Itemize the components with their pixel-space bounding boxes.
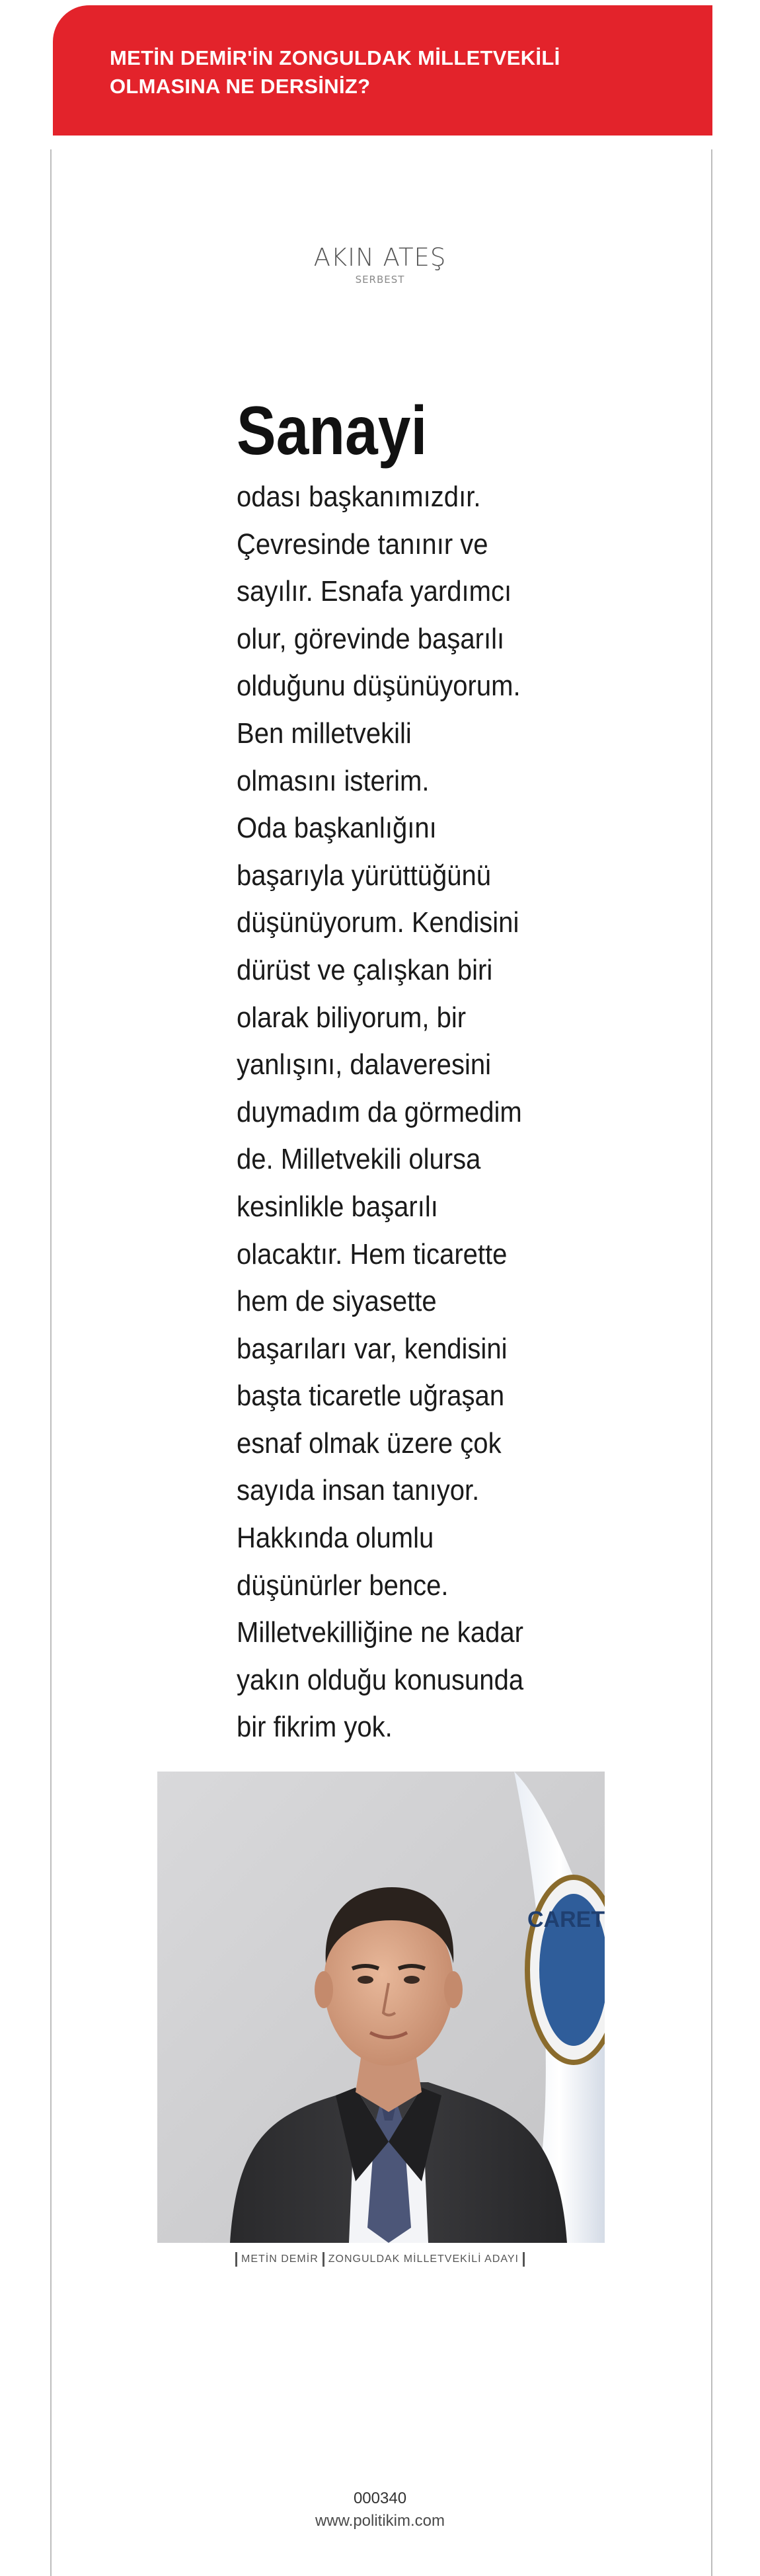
- article-line: duymadım da görmedim: [237, 1095, 522, 1128]
- caption-title: ZONGULDAK MİLLETVEKİLİ ADAYI: [328, 2253, 519, 2265]
- article-line: dürüst ve çalışkan biri: [237, 953, 493, 986]
- article-line: olduğunu düşünüyorum.: [237, 670, 521, 703]
- article-line: odası başkanımızdır.: [237, 481, 481, 513]
- caption-divider: [523, 2252, 525, 2267]
- header-banner: [53, 5, 712, 136]
- article-line: Oda başkanlığını: [237, 812, 437, 845]
- article-line: hem de siyasette: [237, 1285, 437, 1318]
- article-line: Ben milletvekili: [237, 717, 412, 750]
- article-line: olarak biliyorum, bir: [237, 1001, 467, 1034]
- article-line: düşünüyorum. Kendisini: [237, 906, 519, 939]
- title-line-1: METİN DEMİR'İN ZONGULDAK MİLLETVEKİLİ: [110, 46, 560, 69]
- article-line: Hakkında olumlu: [237, 1522, 434, 1555]
- footer-url: www.politikim.com: [315, 2512, 445, 2530]
- article-line: esnaf olmak üzere çok: [237, 1426, 502, 1460]
- caption-name: METİN DEMİR: [241, 2253, 319, 2265]
- article-line: başarıyla yürüttüğünü: [237, 859, 492, 892]
- portrait-photo: [157, 1772, 605, 2243]
- article-line: yanlışını, dalaveresini: [237, 1048, 492, 1081]
- article-line: başta ticaretle uğraşan: [237, 1380, 505, 1413]
- page-title: [110, 44, 712, 100]
- article-line: sayıda insan tanıyor.: [237, 1474, 480, 1507]
- article-line: yakın olduğu konusunda: [237, 1663, 524, 1696]
- article-line: olur, görevinde başarılı: [237, 622, 505, 655]
- frame-divider-right: [711, 149, 712, 2576]
- article-line: Milletvekilliğine ne kadar: [237, 1616, 523, 1649]
- title-line-2: OLMASINA NE DERSİNİZ?: [110, 75, 371, 98]
- article-line: kesinlikle başarılı: [237, 1190, 438, 1223]
- article-line: bir fikrim yok.: [237, 1711, 393, 1744]
- flag-text: CARET: [527, 1907, 605, 1932]
- article-line: olmasını isterim.: [237, 764, 430, 797]
- author-role: SERBEST: [355, 274, 405, 286]
- article-body: [237, 390, 554, 1751]
- article-line: başarıları var, kendisini: [237, 1332, 508, 1365]
- page-footer: [0, 2487, 760, 2532]
- article-line: Çevresinde tanınır ve: [237, 527, 488, 561]
- article-line: düşünürler bence.: [237, 1569, 449, 1602]
- article-line: olacaktır. Hem ticarette: [237, 1237, 508, 1270]
- caption-divider: [323, 2252, 324, 2267]
- footer-code: 000340: [353, 2489, 407, 2507]
- caption-divider: [235, 2252, 237, 2267]
- article-text: [237, 473, 554, 1751]
- photo-caption: [0, 2252, 760, 2267]
- frame-divider-left: [50, 149, 52, 2576]
- author-block: [0, 243, 760, 286]
- author-name: AKIN ATEŞ: [313, 243, 447, 272]
- article-line: sayılır. Esnafa yardımcı: [237, 575, 512, 608]
- lead-word: Sanayi: [237, 393, 428, 469]
- article-line: de. Milletvekili olursa: [237, 1143, 481, 1176]
